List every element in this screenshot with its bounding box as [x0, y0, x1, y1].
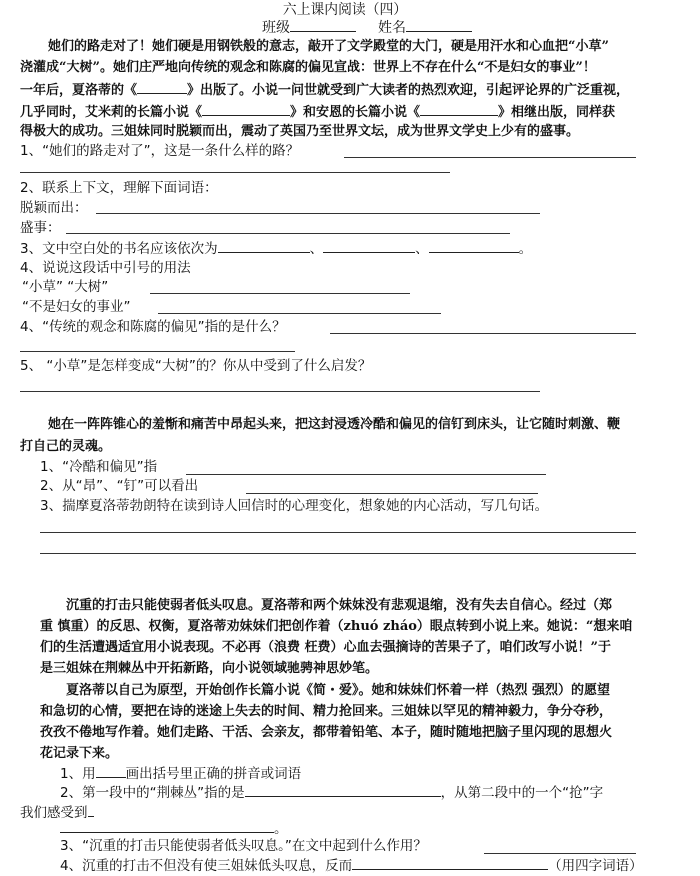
passage1-line4-a: 几乎同时，艾米莉的长篇小说《 — [20, 105, 203, 120]
q1-4b: “不是妇女的事业” — [22, 299, 131, 315]
q1-5-answer-line[interactable] — [20, 391, 540, 392]
passage1-line2: 浇灌成“大树”。她们庄严地向传统的观念和陈腐的偏见宣战：世界上不存在什么“不是妇女的事业”！ — [20, 60, 596, 75]
p3-q4-blank[interactable] — [352, 855, 548, 870]
name-blank[interactable] — [406, 17, 472, 32]
p3-q3-answer-line[interactable] — [484, 853, 636, 854]
q1-2a: 脱颖而出： — [20, 200, 88, 216]
p3-q2-a: 2、第一段中的“荆棘丛”指的是 — [60, 785, 245, 801]
p3-q2-b: ，从第二段中的一个“抢”字 — [440, 785, 604, 801]
book-title-blank-3[interactable] — [420, 101, 498, 116]
q1-3-blank-2[interactable] — [323, 238, 415, 253]
q1-3-text: 3、文中空白处的书名应该依次为 — [20, 241, 218, 257]
passage3-line1: 沉重的打击只能使弱者低头叹息。夏洛蒂和两个妹妹没有悲观退缩，没有失去自信心。经过（郑 — [66, 598, 613, 613]
passage3-line4: 是三姐妹在荆棘丛中开拓新路，向小说领域驰骋神思妙笔。 — [40, 661, 379, 676]
q1-4a-answer-line[interactable] — [150, 293, 410, 294]
name-label: 姓名 — [378, 20, 406, 36]
q1-4a: “小草” “大树” — [22, 279, 109, 295]
p3-q2-c: 我们感受到 — [20, 805, 88, 821]
p3-q1-a: 1、用 — [60, 766, 96, 782]
p3-q3: 3、“沉重的打击只能使弱者低头叹息。”在文中起到什么作用？ — [60, 838, 427, 854]
passage3-line5: 夏洛蒂以自己为原型，开始创作长篇小说《简・爱》。她和妹妹们怀着一样（热烈 强烈）的愿望 — [66, 683, 611, 698]
p2-q2-answer-line[interactable] — [246, 493, 538, 494]
q1-1-answer-line-2[interactable] — [20, 172, 450, 173]
q1-1: 1、“她们的路走对了”，这是一条什么样的路？ — [20, 143, 300, 159]
p3-q2-blank-2a[interactable] — [88, 802, 94, 817]
q1-4c-answer-line-2[interactable] — [20, 351, 295, 352]
passage1-line3 — [20, 79, 629, 101]
passage2-line2: 打自己的灵魂。 — [20, 439, 112, 454]
page-title: 六上课内阅读（四） — [282, 2, 408, 18]
q1-4b-answer-line[interactable] — [158, 313, 441, 314]
passage1-line3-a: 一年后，夏洛蒂的《 — [20, 83, 138, 98]
p3-q2-blank-1[interactable] — [245, 782, 441, 797]
header-fields — [262, 17, 472, 38]
q1-2a-answer-line[interactable] — [96, 213, 540, 214]
p3-q1-b: 画出括号里正确的拼音或词语 — [125, 766, 302, 782]
p3-q4 — [60, 855, 643, 876]
passage1-line4-c: 》相继出版，同样获 — [498, 105, 616, 120]
p3-q1 — [60, 763, 301, 784]
p2-q1-answer-line[interactable] — [186, 474, 546, 475]
p2-q2: 2、从“昂”、“钉”可以看出 — [40, 478, 199, 494]
q1-3-sep2: 、 — [415, 241, 429, 257]
q1-2: 2、联系上下文，理解下面词语： — [20, 180, 218, 196]
q1-3-blank-1[interactable] — [218, 238, 310, 253]
p2-q3: 3、揣摩夏洛蒂勃朗特在读到诗人回信时的心理变化，想象她的内心活动，写几句话。 — [40, 498, 549, 514]
passage1-line4 — [20, 101, 615, 123]
p3-q4-b: （用四字词语） — [548, 858, 643, 874]
passage3-line8: 花记录下来。 — [40, 746, 119, 761]
passage3-line6: 和急切的心情，要把在诗的迷途上失去的时间、精力抢回来。三姐妹以罕见的精神毅力，争分夺秒， — [40, 704, 613, 719]
passage1-line5: 得极大的成功。三姐妹同时脱颖而出，震动了英国乃至世界文坛，成为世界文学史上少有的盛事。 — [20, 124, 580, 139]
book-title-blank-2[interactable] — [202, 101, 290, 116]
q1-3-sep1: 、 — [309, 241, 324, 257]
q1-1-answer-line[interactable] — [344, 157, 636, 158]
p2-q3-answer-line-2[interactable] — [40, 553, 636, 554]
q1-2b-answer-line[interactable] — [66, 233, 510, 234]
q1-2b: 盛事： — [20, 220, 61, 236]
p2-q3-answer-line-1[interactable] — [40, 532, 636, 533]
passage1-line4-b: 》和安恩的长篇小说《 — [290, 105, 421, 120]
passage3-line2: 重 慎重）的反思、权衡，夏洛蒂劝妹妹们把创作着（zhuó zháo）眼点转到小说上来。她说：“想来咱 — [40, 619, 633, 634]
passage3-line7: 孜孜不倦地写作着。她们走路、干活、会亲友，都带着铅笔、本子，随时随地把脑子里闪现的思想火 — [40, 725, 613, 740]
book-title-blank-1[interactable] — [137, 79, 187, 94]
p3-q4-a: 4、沉重的打击不但没有使三姐妹低头叹息，反而 — [60, 858, 353, 874]
passage2-line1: 她在一阵阵锥心的羞惭和痛苦中昂起头来，把这封浸透冷酷和偏见的信钉到床头，让它随时刺激、鞭 — [48, 417, 621, 432]
p3-q2-blank-2b[interactable] — [60, 818, 274, 833]
p3-q2-d: 。 — [274, 821, 288, 837]
q1-5: 5、 “小草”是怎样变成“大树”的？你从中受到了什么启发？ — [20, 358, 372, 374]
p3-q1-blank[interactable] — [96, 763, 126, 778]
p2-q1: 1、“冷酷和偏见”指 — [40, 459, 158, 475]
q1-4c-answer-line[interactable] — [330, 333, 636, 334]
p3-q2 — [60, 782, 603, 803]
passage1-line3-b: 》出版了。小说一问世就受到广大读者的热烈欢迎，引起评论界的广泛重视， — [187, 83, 630, 98]
q1-4: 4、说说这段话中引号的用法 — [20, 260, 191, 276]
class-blank[interactable] — [290, 17, 356, 32]
class-label: 班级 — [262, 20, 290, 36]
q1-3-blank-3[interactable] — [429, 238, 519, 253]
q1-3-end: 。 — [518, 241, 533, 257]
passage1-line1: 她们的路走对了！她们硬是用钢铁般的意志，敲开了文学殿堂的大门，硬是用汗水和心血把“小草” — [48, 39, 609, 54]
q1-3 — [20, 238, 532, 259]
q1-4c: 4、“传统的观念和陈腐的偏见”指的是什么？ — [20, 319, 286, 335]
passage3-line3: 们的生活遭遇适宜用小说表现。不必再（浪费 枉费）心血去强摘诗的苦果子了，咱们改写小说！”于 — [40, 640, 612, 655]
